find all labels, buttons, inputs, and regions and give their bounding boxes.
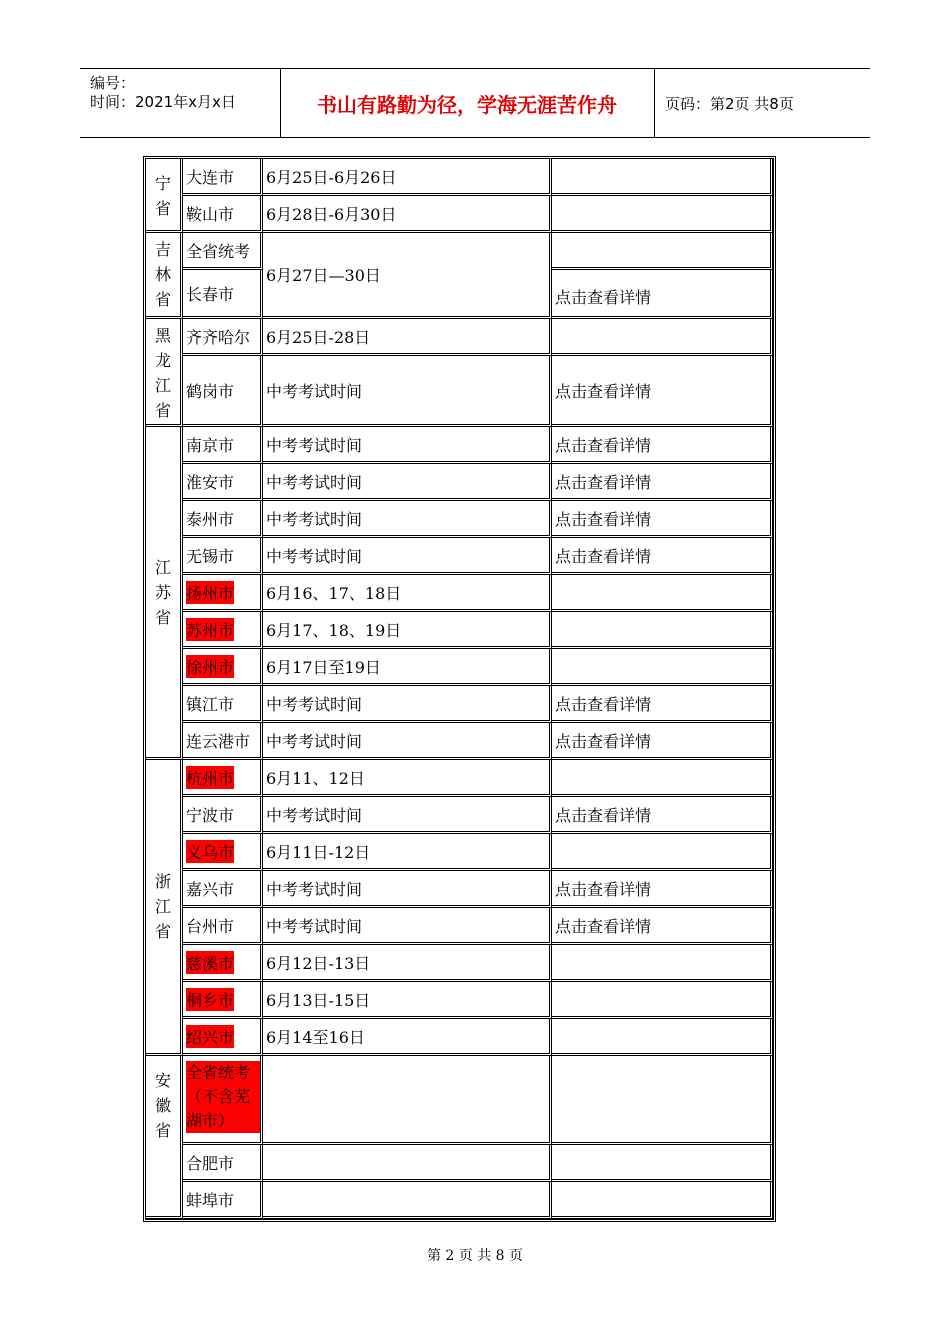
city-cell: [183, 760, 263, 797]
date-cell: 中考考试时间: [263, 908, 552, 945]
city-name: 无锡市: [186, 546, 235, 566]
date-cell: 中考考试时间: [263, 356, 552, 427]
date-cell: 6月25日-28日: [263, 319, 552, 356]
city-name: 长春市: [186, 284, 235, 304]
details-link[interactable]: 点击查看详情: [552, 501, 773, 538]
city-cell: [183, 1056, 263, 1145]
date-cell: 6月12日-13日: [263, 945, 552, 982]
city-cell: [183, 356, 263, 427]
link-cell: [552, 612, 773, 649]
city-name: 桐乡市: [186, 988, 234, 1011]
city-name: 鹤岗市: [186, 381, 235, 401]
date-cell: 中考考试时间: [263, 797, 552, 834]
link-cell: [552, 196, 773, 233]
date-cell: 中考考试时间: [263, 686, 552, 723]
city-name: 镇江市: [186, 694, 235, 714]
link-cell: [552, 649, 773, 686]
date-cell: 中考考试时间: [263, 464, 552, 501]
exam-schedule-table: [143, 156, 776, 1222]
city-cell: [183, 501, 263, 538]
city-cell: [183, 159, 263, 196]
link-cell: [552, 982, 773, 1019]
province-cell: 安 徽 省: [146, 1056, 183, 1219]
city-name: 合肥市: [186, 1153, 235, 1173]
details-link[interactable]: 点击查看详情: [552, 686, 773, 723]
number-label: 编号：: [90, 74, 136, 92]
city-cell: [183, 575, 263, 612]
city-cell: [183, 612, 263, 649]
details-link[interactable]: 点击查看详情: [552, 908, 773, 945]
city-name: 南京市: [186, 435, 235, 455]
date-cell: 中考考试时间: [263, 723, 552, 760]
date-cell: 中考考试时间: [263, 538, 552, 575]
province-cell: 宁 省: [146, 159, 183, 233]
details-link[interactable]: 点击查看详情: [552, 427, 773, 464]
city-name: 全省统考（不含芜湖市）: [186, 1061, 260, 1133]
date-cell: 6月14至16日: [263, 1019, 552, 1056]
date-cell: 6月11日-12日: [263, 834, 552, 871]
province-cell: 浙 江 省: [146, 760, 183, 1056]
city-cell: [183, 982, 263, 1019]
city-name: 淮安市: [186, 472, 235, 492]
province-cell: 黑 龙 江 省: [146, 319, 183, 427]
city-name: 鞍山市: [186, 204, 235, 224]
city-name: 扬州市: [186, 581, 234, 604]
link-cell: [552, 834, 773, 871]
city-cell: [183, 908, 263, 945]
header-motto: 书山有路勤为径，学海无涯苦作舟: [280, 69, 655, 137]
link-cell: [552, 1145, 773, 1182]
city-cell: [183, 196, 263, 233]
city-cell: [183, 1182, 263, 1219]
city-cell: [183, 649, 263, 686]
city-name: 台州市: [186, 916, 235, 936]
city-cell: [183, 1019, 263, 1056]
details-link[interactable]: 点击查看详情: [552, 356, 773, 427]
city-name: 绍兴市: [186, 1025, 234, 1048]
city-cell: [183, 834, 263, 871]
details-link[interactable]: 点击查看详情: [552, 797, 773, 834]
city-name: 杭州市: [186, 766, 234, 789]
details-link[interactable]: 点击查看详情: [552, 464, 773, 501]
link-cell: [552, 1019, 773, 1056]
header-meta: [80, 69, 281, 137]
city-cell: [183, 427, 263, 464]
date-cell: 6月28日-6月30日: [263, 196, 552, 233]
city-cell: [183, 319, 263, 356]
details-link[interactable]: 点击查看详情: [552, 538, 773, 575]
city-name: 苏州市: [186, 618, 234, 641]
city-cell: [183, 686, 263, 723]
city-name: 泰州市: [186, 509, 235, 529]
link-cell: [552, 159, 773, 196]
city-name: 全省统考: [186, 241, 251, 261]
city-name: 大连市: [186, 167, 235, 187]
date-cell: 中考考试时间: [263, 427, 552, 464]
city-name: 徐州市: [186, 655, 234, 678]
province-cell: 江 苏 省: [146, 427, 183, 760]
date-label: 时间：2021年x月x日: [90, 93, 236, 111]
link-cell: [552, 233, 773, 270]
date-cell: 6月25日-6月26日: [263, 159, 552, 196]
date-cell: 6月17日至19日: [263, 649, 552, 686]
date-cell: 6月13日-15日: [263, 982, 552, 1019]
link-cell: [552, 945, 773, 982]
city-cell: [183, 871, 263, 908]
date-cell: [263, 1182, 552, 1219]
city-cell: [183, 723, 263, 760]
page-header: [80, 68, 870, 138]
city-cell: [183, 1145, 263, 1182]
date-cell: 中考考试时间: [263, 501, 552, 538]
link-cell: [552, 575, 773, 612]
date-cell: 6月17、18、19日: [263, 612, 552, 649]
city-cell: [183, 233, 263, 270]
page-footer: 第 2 页 共 8 页: [426, 1248, 524, 1264]
date-cell: 6月11、12日: [263, 760, 552, 797]
date-cell: [263, 1145, 552, 1182]
details-link[interactable]: 点击查看详情: [552, 723, 773, 760]
province-cell: 吉 林 省: [146, 233, 183, 319]
date-cell: 中考考试时间: [263, 871, 552, 908]
city-name: 蚌埠市: [186, 1190, 235, 1210]
city-cell: [183, 945, 263, 982]
link-cell: [552, 760, 773, 797]
city-cell: [183, 797, 263, 834]
city-name: 义乌市: [186, 840, 234, 863]
city-cell: [183, 464, 263, 501]
city-cell: [183, 538, 263, 575]
link-cell: [552, 1056, 773, 1145]
details-link[interactable]: 点击查看详情: [552, 871, 773, 908]
details-link[interactable]: 点击查看详情: [552, 270, 773, 319]
date-cell: [263, 1056, 552, 1145]
city-name: 嘉兴市: [186, 879, 235, 899]
city-name: 连云港市: [186, 731, 251, 751]
date-cell: 6月16、17、18日: [263, 575, 552, 612]
page-info: 页码：第2页 共8页: [665, 94, 794, 113]
city-name: 齐齐哈尔: [186, 327, 251, 347]
date-cell: 6月27日—30日: [263, 233, 552, 319]
link-cell: [552, 319, 773, 356]
link-cell: [552, 1182, 773, 1219]
city-name: 宁波市: [186, 805, 235, 825]
city-name: 慈溪市: [186, 951, 234, 974]
city-cell: [183, 270, 263, 319]
